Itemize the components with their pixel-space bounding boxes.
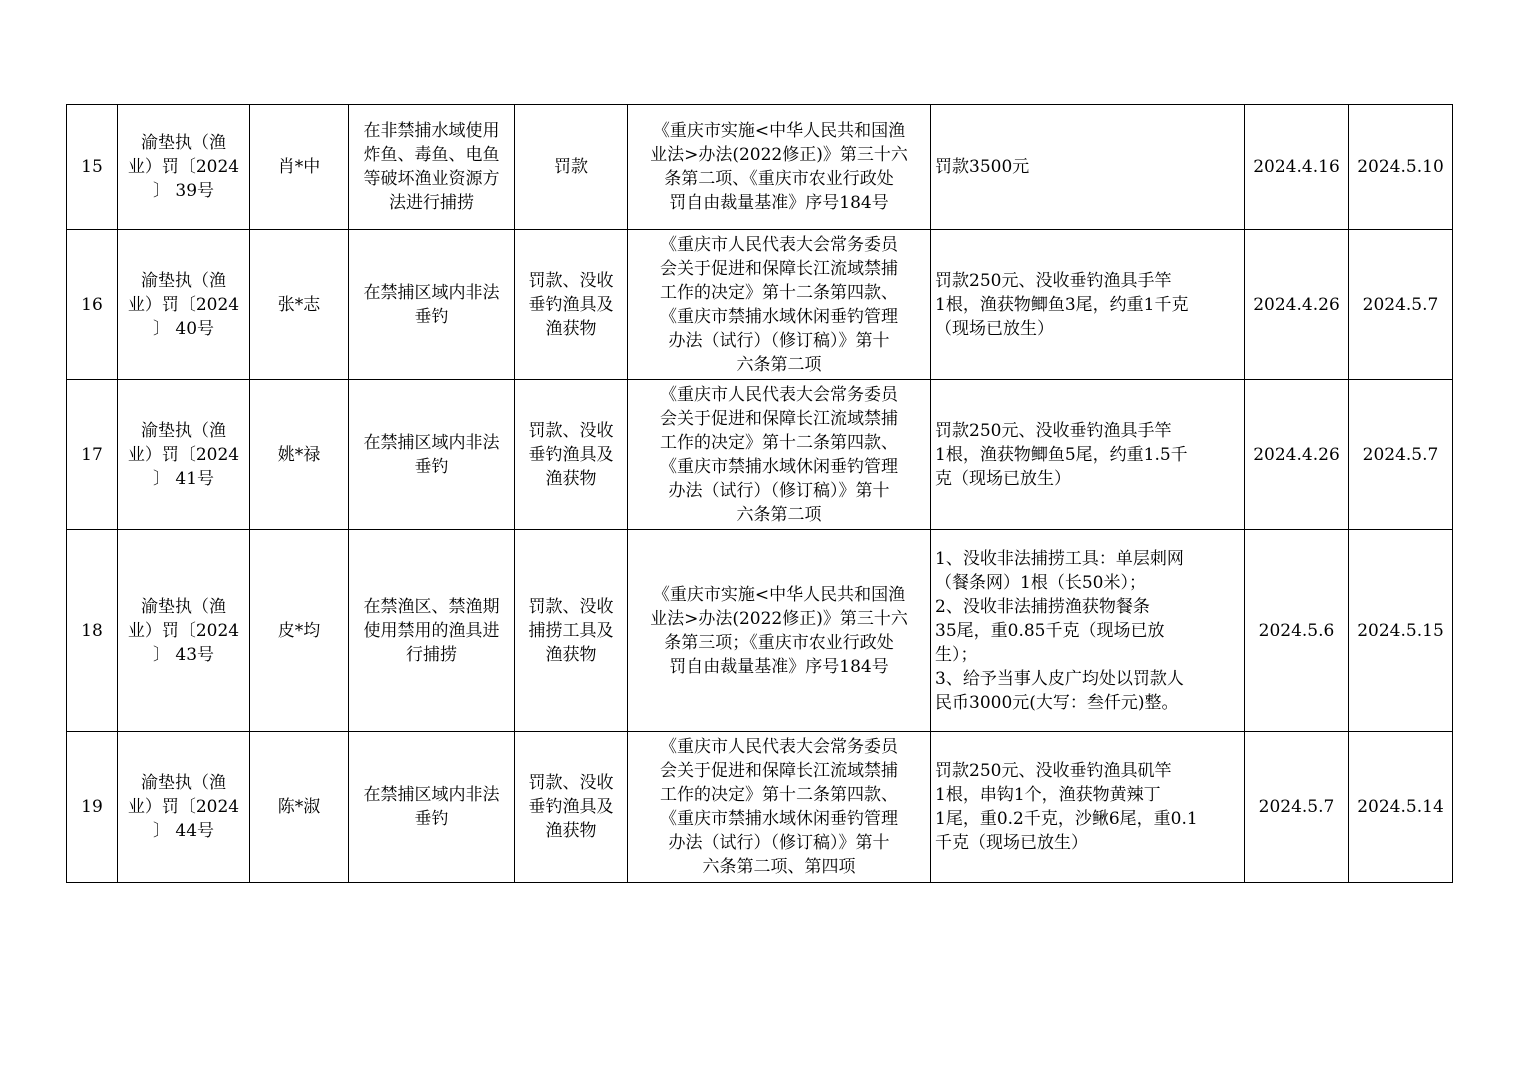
- document-number-line: 〕 39号: [152, 181, 215, 201]
- decision-date-cell: 2024.5.7: [1245, 732, 1349, 883]
- penalty-content-line: （现场已放生）: [935, 318, 1054, 339]
- violation-description-cell: [349, 230, 515, 380]
- violation-description-line: 法进行捕捞: [389, 193, 474, 213]
- legal-basis-line: 《重庆市实施<中华人民共和国渔: [652, 584, 906, 605]
- penalty-type-cell: [515, 380, 628, 530]
- penalty-content-line: 罚款3500元: [935, 157, 1030, 177]
- legal-basis-cell: [628, 732, 931, 883]
- row-number-cell: 17: [67, 380, 118, 530]
- publish-date-cell: 2024.5.14: [1349, 732, 1453, 883]
- violation-description-line: 等破坏渔业资源方: [363, 169, 500, 189]
- legal-basis-cell: [628, 530, 931, 732]
- table-body: [67, 105, 1453, 883]
- penalty-content-line: （餐条网）1根（长50米）；: [935, 572, 1146, 593]
- legal-basis-line: 《重庆市禁捕水域休闲垂钓管理: [660, 306, 898, 327]
- penalty-type-line: 罚款: [554, 157, 588, 177]
- publish-date-cell: 2024.5.15: [1349, 530, 1453, 732]
- decision-date-cell: 2024.4.26: [1245, 230, 1349, 380]
- legal-basis-line: 办法（试行）（修订稿）》第十: [668, 480, 890, 501]
- penalty-type-line: 垂钓渔具及: [528, 294, 614, 315]
- party-name-cell: 陈*淑: [250, 732, 349, 883]
- penalty-content-line: 民币3000元(大写：叁仟元)整。: [935, 692, 1179, 713]
- penalty-type-line: 渔获物: [545, 468, 597, 489]
- publish-date-cell: 2024.5.7: [1349, 380, 1453, 530]
- document-number-line: 渝垫执（渔: [141, 773, 226, 793]
- document-number-line: 渝垫执（渔: [141, 596, 226, 617]
- document-number-line: 业）罚〔2024: [127, 620, 240, 641]
- violation-description-line: 行捕捞: [406, 644, 457, 665]
- penalty-type-cell: [515, 230, 628, 380]
- legal-basis-line: 办法（试行）（修订稿）》第十: [668, 330, 890, 351]
- penalty-type-cell: [515, 732, 628, 883]
- penalty-type-line: 渔获物: [545, 644, 597, 665]
- penalty-content-line: 千克（现场已放生）: [935, 833, 1088, 853]
- legal-basis-line: 业法>办法(2022修正)》第三十六: [650, 608, 908, 629]
- document-number-line: 业）罚〔2024: [127, 294, 240, 315]
- document-number-line: 〕 41号: [152, 468, 215, 489]
- legal-basis-line: 《重庆市禁捕水域休闲垂钓管理: [660, 809, 898, 829]
- legal-basis-line: 《重庆市禁捕水域休闲垂钓管理: [660, 456, 898, 477]
- legal-basis-line: 会关于促进和保障长江流域禁捕: [660, 408, 898, 429]
- penalty-content-line: 生）；: [935, 644, 978, 665]
- penalty-content-line: 罚款250元、没收垂钓渔具手竿: [935, 270, 1172, 291]
- penalty-content-line: 2、没收非法捕捞渔获物餐条: [935, 596, 1150, 617]
- penalty-content-line: 1、没收非法捕捞工具：单层刺网: [935, 548, 1184, 569]
- publish-date-cell: 2024.5.10: [1349, 105, 1453, 230]
- penalty-type-line: 罚款、没收: [528, 270, 614, 291]
- penalty-content-line: 1根，渔获物鲫鱼3尾，约重1千克: [935, 294, 1189, 315]
- penalty-type-line: 渔获物: [545, 821, 597, 841]
- row-number-cell: 18: [67, 530, 118, 732]
- legal-basis-line: 罚自由裁量基准》序号184号: [669, 193, 889, 213]
- table-row: [67, 380, 1453, 530]
- document-number-line: 渝垫执（渔: [141, 270, 226, 291]
- legal-basis-line: 条第二项、《重庆市农业行政处: [664, 169, 894, 189]
- violation-description-line: 在禁捕区域内非法: [363, 432, 500, 453]
- penalty-content-line: 3、给予当事人皮广均处以罚款人: [935, 668, 1184, 689]
- party-name-cell: 肖*中: [250, 105, 349, 230]
- legal-basis-line: 工作的决定》第十二条第四款、: [660, 432, 898, 453]
- penalty-type-line: 渔获物: [545, 318, 597, 339]
- document-number-cell: [118, 230, 250, 380]
- penalty-content-line: 克（现场已放生）: [935, 468, 1071, 489]
- penalty-type-line: 罚款、没收: [528, 420, 614, 441]
- party-name-cell: 皮*均: [250, 530, 349, 732]
- legal-basis-line: 条第三项；《重庆市农业行政处: [664, 632, 894, 653]
- penalty-content-cell: [931, 732, 1245, 883]
- document-number-line: 〕 43号: [152, 644, 215, 665]
- legal-basis-cell: [628, 105, 931, 230]
- legal-basis-line: 《重庆市人民代表大会常务委员: [660, 234, 898, 255]
- document-number-line: 业）罚〔2024: [127, 444, 240, 465]
- legal-basis-line: 会关于促进和保障长江流域禁捕: [660, 258, 898, 279]
- violation-description-line: 垂钓: [414, 456, 449, 477]
- violation-description-line: 垂钓: [414, 306, 449, 327]
- violation-description-line: 垂钓: [414, 809, 449, 829]
- legal-basis-line: 工作的决定》第十二条第四款、: [660, 785, 898, 805]
- legal-basis-line: 《重庆市人民代表大会常务委员: [660, 737, 898, 757]
- table-row: [67, 105, 1453, 230]
- table-row: [67, 732, 1453, 883]
- legal-basis-line: 罚自由裁量基准》序号184号: [669, 656, 889, 677]
- violation-description-cell: [349, 732, 515, 883]
- violation-description-line: 炸鱼、毒鱼、电鱼: [363, 145, 500, 165]
- legal-basis-line: 《重庆市实施<中华人民共和国渔: [652, 121, 906, 141]
- row-number-cell: 16: [67, 230, 118, 380]
- decision-date-cell: 2024.4.16: [1245, 105, 1349, 230]
- legal-basis-line: 办法（试行）（修订稿）》第十: [668, 833, 890, 853]
- penalty-type-line: 罚款、没收: [528, 773, 614, 793]
- legal-basis-cell: [628, 230, 931, 380]
- penalty-content-line: 罚款250元、没收垂钓渔具矶竿: [935, 761, 1172, 781]
- legal-basis-cell: [628, 380, 931, 530]
- table-row: [67, 230, 1453, 380]
- penalty-type-cell: [515, 530, 628, 732]
- publish-date-cell: 2024.5.7: [1349, 230, 1453, 380]
- decision-date-cell: 2024.5.6: [1245, 530, 1349, 732]
- document-number-line: 〕 44号: [152, 821, 215, 841]
- penalty-type-line: 垂钓渔具及: [528, 797, 614, 817]
- penalty-content-cell: [931, 105, 1245, 230]
- violation-description-line: 在禁捕区域内非法: [363, 785, 500, 805]
- legal-basis-line: 业法>办法(2022修正)》第三十六: [650, 145, 908, 165]
- violation-description-cell: [349, 530, 515, 732]
- legal-basis-line: 《重庆市人民代表大会常务委员: [660, 384, 898, 405]
- legal-basis-line: 六条第二项: [736, 504, 822, 525]
- table-row: [67, 530, 1453, 732]
- party-name-cell: 姚*禄: [250, 380, 349, 530]
- document-number-cell: [118, 732, 250, 883]
- legal-basis-line: 六条第二项: [736, 354, 822, 375]
- legal-basis-line: 会关于促进和保障长江流域禁捕: [660, 761, 898, 781]
- penalty-type-line: 垂钓渔具及: [528, 444, 614, 465]
- violation-description-line: 在禁渔区、禁渔期: [363, 596, 500, 617]
- penalty-content-line: 1根，串钩1个，渔获物黄辣丁: [935, 785, 1161, 805]
- row-number-cell: 15: [67, 105, 118, 230]
- legal-basis-line: 六条第二项、第四项: [702, 857, 856, 877]
- document-number-cell: [118, 380, 250, 530]
- document-number-line: 渝垫执（渔: [141, 133, 226, 153]
- penalty-type-line: 罚款、没收: [528, 596, 614, 617]
- party-name-cell: 张*志: [250, 230, 349, 380]
- legal-basis-line: 工作的决定》第十二条第四款、: [660, 282, 898, 303]
- document-number-cell: [118, 530, 250, 732]
- penalty-content-cell: [931, 380, 1245, 530]
- penalty-type-line: 捕捞工具及: [528, 620, 614, 641]
- row-number-cell: 19: [67, 732, 118, 883]
- penalty-content-line: 罚款250元、没收垂钓渔具手竿: [935, 420, 1172, 441]
- violation-description-cell: [349, 380, 515, 530]
- penalty-content-cell: [931, 530, 1245, 732]
- penalty-content-cell: [931, 230, 1245, 380]
- decision-date-cell: 2024.4.26: [1245, 380, 1349, 530]
- document-number-line: 〕 40号: [152, 318, 215, 339]
- penalty-content-line: 1尾，重0.2千克，沙鳅6尾，重0.1: [935, 809, 1198, 829]
- document-number-line: 业）罚〔2024: [127, 157, 240, 177]
- document-number-cell: [118, 105, 250, 230]
- penalty-type-cell: [515, 105, 628, 230]
- penalty-content-line: 35尾，重0.85千克（现场已放: [935, 620, 1165, 641]
- violation-description-cell: [349, 105, 515, 230]
- violation-description-line: 在非禁捕水域使用: [363, 121, 500, 141]
- penalty-table: [66, 104, 1453, 883]
- penalty-content-line: 1根，渔获物鲫鱼5尾，约重1.5千: [935, 444, 1188, 465]
- violation-description-line: 使用禁用的渔具进: [363, 620, 500, 641]
- document-number-line: 渝垫执（渔: [141, 420, 226, 441]
- violation-description-line: 在禁捕区域内非法: [363, 282, 500, 303]
- document-number-line: 业）罚〔2024: [127, 797, 240, 817]
